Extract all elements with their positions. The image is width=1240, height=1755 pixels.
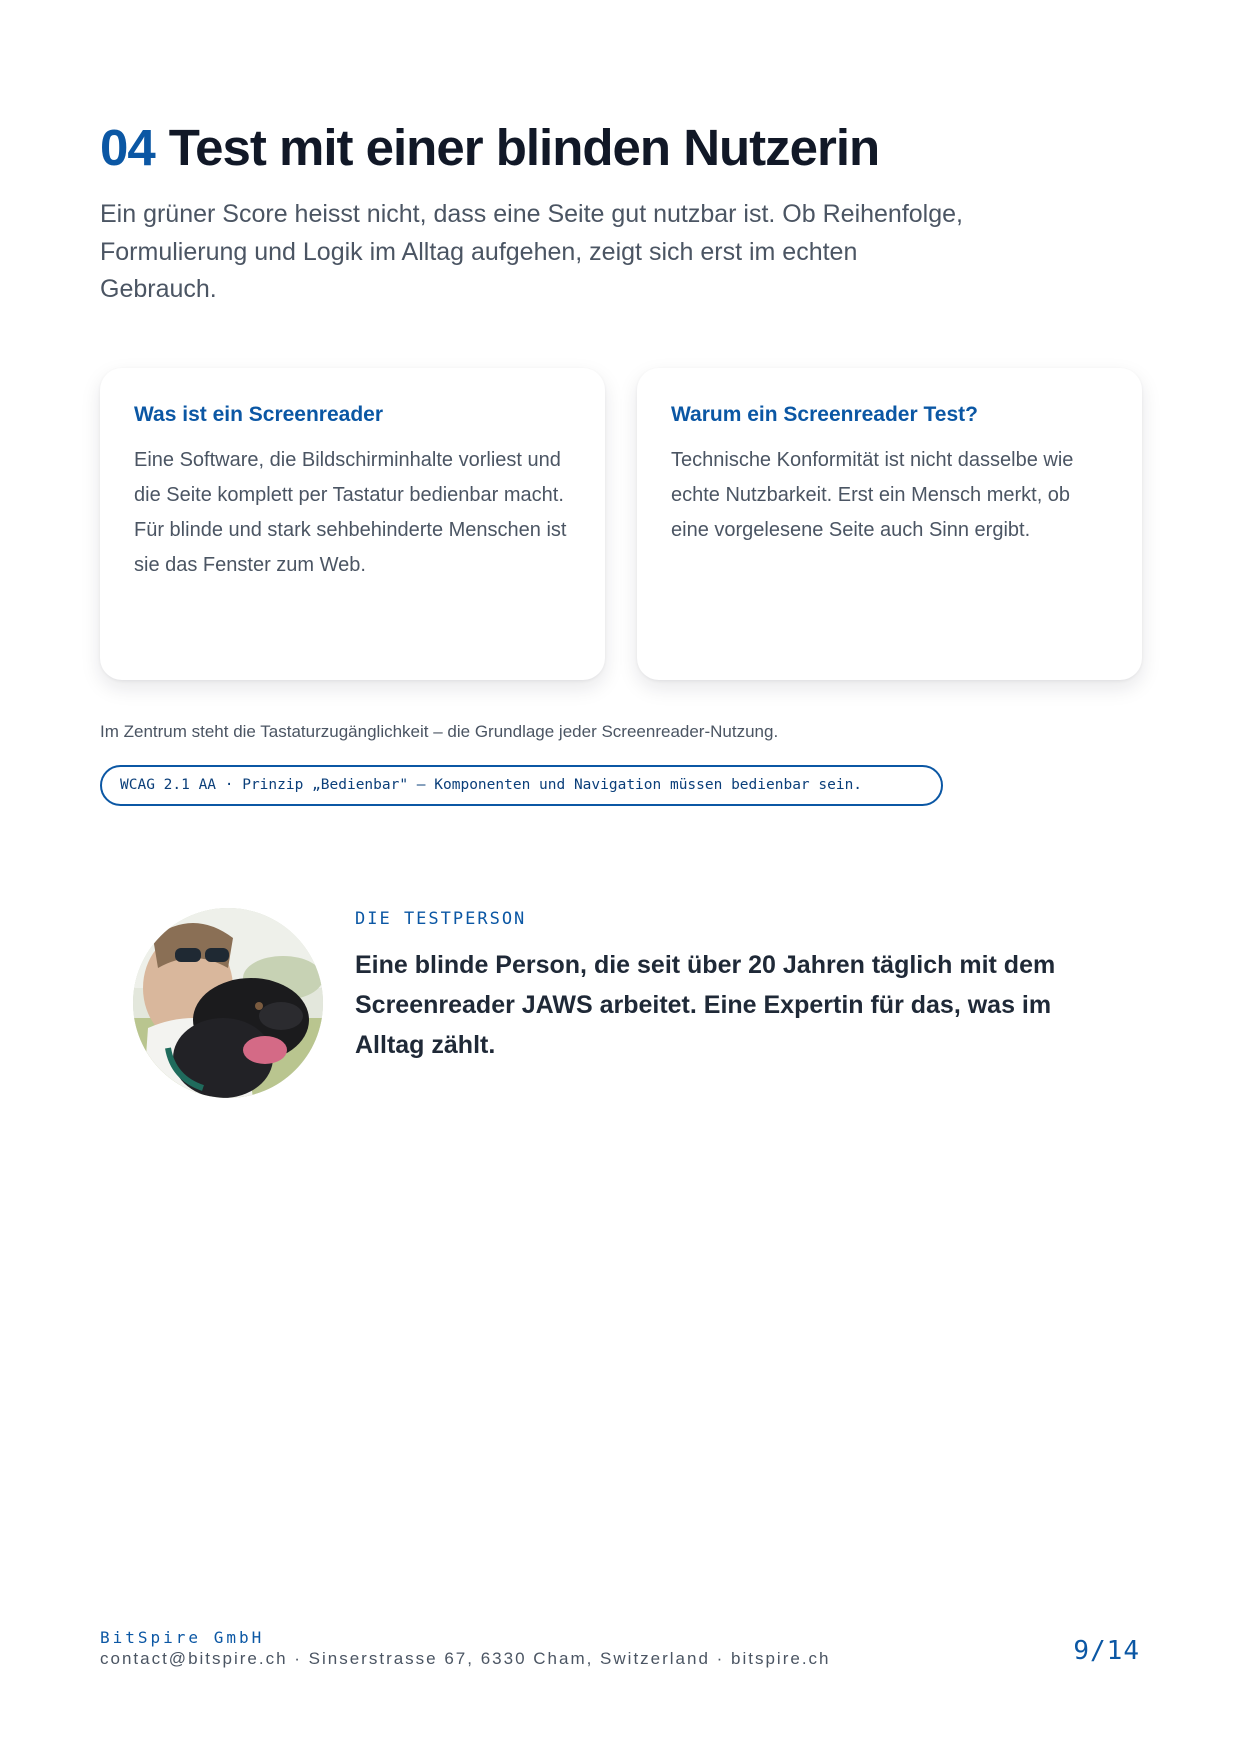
card-title: Warum ein Screenreader Test? [671, 403, 978, 426]
section-number: 04 [100, 119, 155, 176]
footer-company: BitSpire GmbH [100, 1628, 265, 1647]
card-text: Eine Software, die Bildschirminhalte vorliest und die Seite komplett per Tastatur bedienbar macht. Für blinde und stark sehbehinderte Menschen ist sie das Fenster zum Web. [134, 449, 567, 576]
card-text: Technische Konformität ist nicht dasselbe wie echte Nutzbarkeit. Erst ein Mensch merkt, ob eine vorgelesene Seite auch Sinn ergibt. [671, 449, 1074, 541]
section-title: Test mit einer blinden Nutzerin [168, 119, 880, 176]
testperson-description: Eine blinde Person, die seit über 20 Jahren täglich mit dem Screenreader JAWS arbeitet. Eine Expertin für das, was im Alltag zählt. [355, 951, 1056, 1059]
section-heading [100, 118, 879, 178]
page-number: 9/14 [1073, 1636, 1140, 1666]
keyboard-note: Im Zentrum steht die Tastaturzugänglichkeit – die Grundlage jeder Screenreader-Nutzung. [100, 722, 779, 741]
info-card-screenreader [100, 368, 605, 680]
testperson-photo [133, 908, 323, 1098]
info-card-why-test [637, 368, 1142, 680]
section-lead: Ein grüner Score heisst nicht, dass eine Seite gut nutzbar ist. Ob Reihenfolge, Formulierung und Logik im Alltag aufgehen, zeigt sich erst im echten Gebrauch. [100, 200, 963, 303]
wcag-badge: WCAG 2.1 AA · Prinzip „Bedienbar" — Komponenten und Navigation müssen bedienbar sein. [100, 765, 943, 806]
testperson-photo-image [133, 908, 323, 1098]
footer-contact: contact@bitspire.ch · Sinserstrasse 67, 6330 Cham, Switzerland · bitspire.ch [100, 1649, 831, 1668]
testperson-kicker: DIE TESTPERSON [355, 909, 527, 929]
card-title: Was ist ein Screenreader [134, 403, 384, 426]
